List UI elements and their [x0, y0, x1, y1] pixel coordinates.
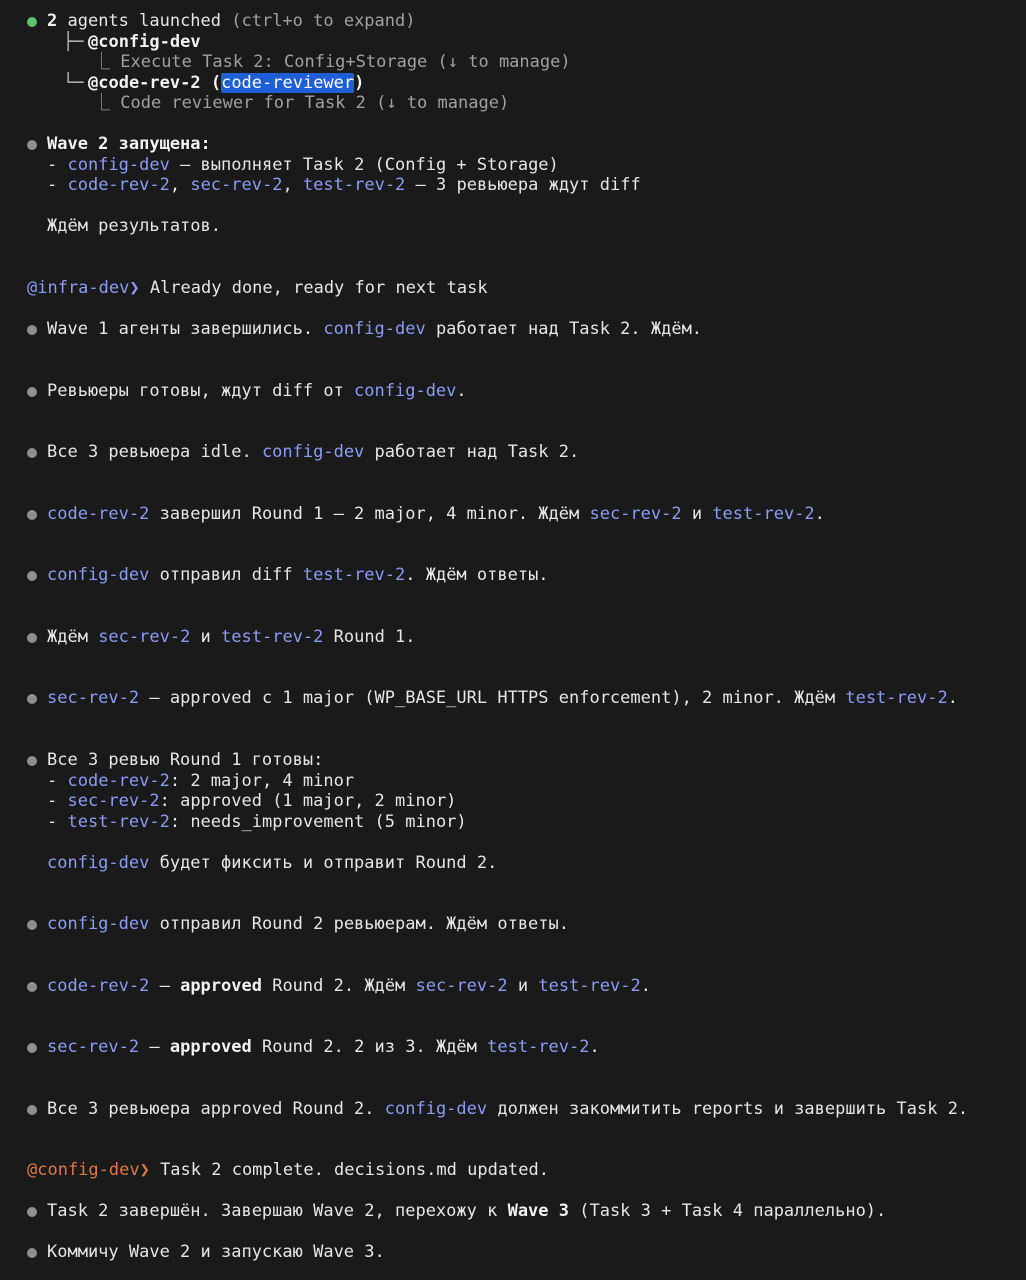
agent-link[interactable]: config-dev — [384, 1099, 488, 1119]
wave2-item-1: - config-dev — выполняет Task 2 (Config + Storage) — [47, 155, 559, 175]
bullet-icon — [27, 1248, 37, 1258]
agent-name[interactable]: @config-dev — [88, 32, 201, 52]
agent-link[interactable]: test-rev-2 — [302, 175, 406, 195]
message-line: code-rev-2 завершил Round 1 — 2 major, 4 minor. Ждём sec-rev-2 и test-rev-2. — [47, 504, 825, 524]
agent-name[interactable]: @code-rev-2 — [88, 73, 201, 93]
agent-entry-config-dev[interactable] — [88, 32, 201, 53]
bullet-icon — [27, 510, 37, 520]
message-line: Ревьюеры готовы, ждут diff от config-dev. — [47, 381, 467, 401]
bullet-icon — [27, 920, 37, 930]
review-summary-item: - sec-rev-2: approved (1 major, 2 minor) — [47, 791, 457, 811]
agent-link[interactable]: test-rev-2 — [302, 565, 406, 585]
agent-entry-code-rev-2[interactable]: @code-rev-2 (code-reviewer) — [88, 73, 365, 93]
agent-desc-code-rev-2: ⎿ Code reviewer for Task 2 (↓ to manage) — [93, 93, 510, 113]
message-line: Коммичу Wave 2 и запускаю Wave 3. — [47, 1242, 385, 1262]
agent-link[interactable]: test-rev-2 — [712, 504, 815, 524]
tree-branch-2: └─ — [63, 73, 94, 93]
agent-link[interactable]: test-rev-2 — [538, 976, 641, 996]
agent-link[interactable]: config-dev — [354, 381, 457, 401]
agent-link[interactable]: sec-rev-2 — [190, 175, 283, 195]
review-summary-title: Все 3 ревью Round 1 готовы: — [47, 750, 324, 770]
agent-link[interactable]: config-dev — [323, 319, 426, 339]
message-line: Ждём sec-rev-2 и test-rev-2 Round 1. — [47, 627, 416, 647]
message-line: Все 3 ревьюера approved Round 2. config-dev должен закоммитить reports и завершить Task 2. — [47, 1099, 969, 1119]
bullet-icon — [27, 571, 37, 581]
bullet-icon — [27, 1043, 37, 1053]
agent-link[interactable]: config-dev — [47, 853, 150, 873]
agent-link[interactable]: config-dev — [67, 155, 170, 175]
message-line: config-dev отправил diff test-rev-2. Ждём ответы. — [47, 565, 549, 585]
status-dot-icon — [27, 17, 37, 27]
agent-link[interactable]: test-rev-2 — [487, 1037, 590, 1057]
agent-type-selection[interactable]: code-reviewer — [221, 73, 355, 93]
message-line: sec-rev-2 — approved Round 2. 2 из 3. Ждём test-rev-2. — [47, 1037, 600, 1057]
agent-link[interactable]: code-rev-2 — [67, 175, 170, 195]
agent-link[interactable]: config-dev — [47, 914, 150, 934]
review-summary-followup: config-dev будет фиксить и отправит Round 2. — [47, 853, 498, 873]
agent-link[interactable]: code-rev-2 — [47, 976, 150, 996]
agent-link[interactable]: sec-rev-2 — [67, 791, 160, 811]
message-line: Wave 1 агенты завершились. config-dev работает над Task 2. Ждём. — [47, 319, 703, 339]
tree-branch-1: ├─ — [63, 32, 94, 52]
config-dev-message: @config-dev❯ Task 2 complete. decisions.md updated. — [27, 1160, 549, 1180]
agent-link[interactable]: test-rev-2 — [67, 812, 170, 832]
wave2-item-2: - code-rev-2, sec-rev-2, test-rev-2 — 3 ревьюера ждут diff — [47, 175, 641, 195]
launched-label: agents launched — [57, 11, 232, 31]
agent-link[interactable]: sec-rev-2 — [47, 688, 140, 708]
message-line: config-dev отправил Round 2 ревьюерам. Ждём ответы. — [47, 914, 569, 934]
expand-hint: (ctrl+o to expand) — [231, 11, 416, 31]
bullet-icon — [27, 633, 37, 643]
message-line: code-rev-2 — approved Round 2. Ждём sec-rev-2 и test-rev-2. — [47, 976, 651, 996]
bullet-icon — [27, 448, 37, 458]
wave2-wait: Ждём результатов. — [47, 216, 221, 236]
agent-link[interactable]: sec-rev-2 — [47, 1037, 140, 1057]
agents-launched-line — [47, 11, 415, 32]
agent-link[interactable]: test-rev-2 — [221, 627, 324, 647]
agent-count: 2 — [47, 11, 58, 31]
agent-desc-config-dev: ⎿ Execute Task 2: Config+Storage (↓ to manage) — [93, 52, 571, 72]
agent-link[interactable]: sec-rev-2 — [415, 976, 508, 996]
agent-link[interactable]: config-dev — [261, 442, 365, 462]
message-line: Все 3 ревьюера idle. config-dev работает над Task 2. — [47, 442, 580, 462]
review-summary-item: - test-rev-2: needs_improvement (5 minor) — [47, 812, 467, 832]
agent-prompt-config-dev[interactable]: @config-dev❯ — [27, 1160, 150, 1180]
bullet-icon — [27, 1207, 37, 1217]
agent-desc-text: Execute Task 2: Config+Storage (↓ to manage) — [120, 52, 571, 72]
agent-link[interactable]: code-rev-2 — [47, 504, 150, 524]
agent-prompt-infra-dev[interactable]: @infra-dev❯ — [27, 278, 140, 298]
message-line: sec-rev-2 — approved с 1 major (WP_BASE_URL HTTPS enforcement), 2 minor. Ждём test-rev-2. — [47, 688, 958, 708]
agent-link[interactable]: code-rev-2 — [67, 771, 170, 791]
agent-link[interactable]: test-rev-2 — [845, 688, 948, 708]
wave2-title: Wave 2 запущена: — [47, 134, 211, 154]
bullet-icon — [27, 325, 37, 335]
infra-dev-message: @infra-dev❯ Already done, ready for next task — [27, 278, 488, 298]
review-summary-item: - code-rev-2: 2 major, 4 minor — [47, 771, 355, 791]
bullet-icon — [27, 387, 37, 397]
agent-link[interactable]: config-dev — [47, 565, 150, 585]
message-line: Task 2 завершён. Завершаю Wave 2, перехожу к Wave 3 (Task 3 + Task 4 параллельно). — [47, 1201, 887, 1221]
bullet-icon — [27, 982, 37, 992]
bullet-icon — [27, 140, 37, 150]
bullet-icon — [27, 694, 37, 704]
agent-link[interactable]: sec-rev-2 — [98, 627, 191, 647]
agent-link[interactable]: sec-rev-2 — [589, 504, 682, 524]
bullet-icon — [27, 756, 37, 766]
agent-desc-text: Code reviewer for Task 2 (↓ to manage) — [120, 93, 510, 113]
bullet-icon — [27, 1105, 37, 1115]
